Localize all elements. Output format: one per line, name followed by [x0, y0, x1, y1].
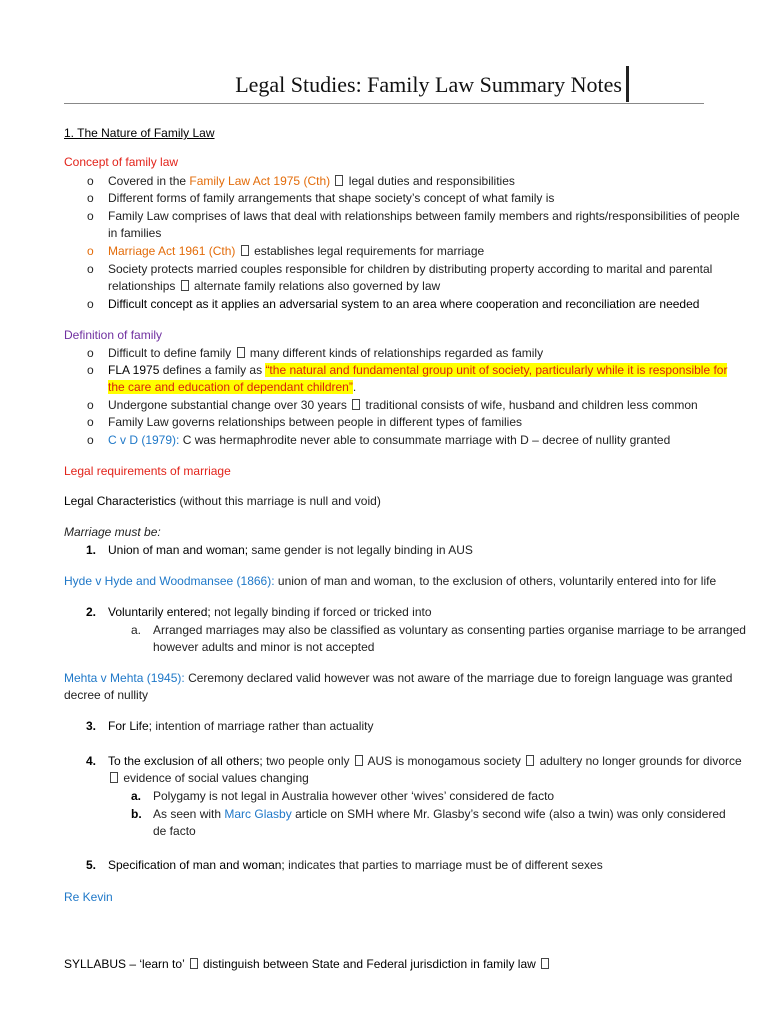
item-number: 2. — [86, 605, 97, 619]
characteristics-note: (without this marriage is null and void) — [176, 494, 381, 508]
item-text: two people only — [262, 754, 353, 768]
arrow-icon — [190, 958, 198, 969]
sub-item-text: article on SMH where Mr. Glasby’s second wife (also a twin) was only considered — [291, 807, 726, 821]
syllabus-line — [64, 957, 551, 971]
item-number: 1. — [86, 543, 97, 557]
item-text: same gender is not legally binding in AUS — [248, 543, 473, 557]
bullet-text: legal duties and responsibilities — [345, 174, 515, 188]
item-number: 5. — [86, 858, 97, 872]
case-line — [64, 671, 732, 685]
sub-item: Polygamy is not legal in Australia however other ‘wives’ considered de facto — [153, 789, 555, 803]
item-label: Voluntarily entered; — [108, 605, 211, 619]
syllabus-text: SYLLABUS – ‘learn to’ — [64, 957, 188, 971]
item-text: intention of marriage rather than actuality — [152, 719, 374, 733]
numbered-item — [108, 605, 432, 619]
act-reference: Marriage Act 1961 (Cth) — [108, 244, 239, 258]
case-text: union of man and woman, to the exclusion of others, voluntarily entered into for life — [274, 574, 717, 588]
bullet-text: many different kinds of relationships regarded as family — [246, 346, 544, 360]
list-item-continuation — [108, 279, 440, 293]
sub-letter: a. — [131, 623, 142, 637]
list-item — [108, 174, 515, 188]
arrow-icon — [335, 175, 343, 186]
bullet-marker: o — [87, 415, 94, 429]
arrow-icon — [355, 755, 363, 766]
bullet-marker: o — [87, 244, 94, 258]
numbered-item — [108, 754, 742, 768]
list-item — [108, 433, 670, 447]
case-line-continuation: decree of nullity — [64, 688, 149, 702]
bullet-text: establishes legal requirements for marriage — [250, 244, 485, 258]
bullet-text: C was hermaphrodite never able to consummate marriage with D – decree of nullity granted — [179, 433, 671, 447]
bullet-marker: o — [87, 209, 94, 223]
list-item-continuation: in families — [108, 226, 162, 240]
bullet-text: . — [352, 380, 357, 394]
section-heading: 1. The Nature of Family Law — [64, 126, 215, 140]
bullet-text: alternate family relations also governed by law — [190, 279, 441, 293]
item-text: not legally binding if forced or tricked into — [210, 605, 432, 619]
bullet-marker: o — [87, 363, 94, 377]
item-label: Union of man and woman; — [108, 543, 249, 557]
sub-item-continuation: however adults and minor is not accepted — [153, 640, 375, 654]
bullet-marker: o — [87, 191, 94, 205]
bullet-marker: o — [87, 346, 94, 360]
case-reference: C v D (1979): — [108, 433, 180, 447]
arrow-icon — [237, 347, 245, 358]
highlighted-quote: “the natural and fundamental group unit of society, particularly while it is responsible for — [265, 363, 728, 377]
list-item — [108, 363, 727, 377]
list-item: Society protects married couples responsible for children by distributing property according to marital and parental — [108, 262, 713, 276]
arrow-icon — [110, 772, 118, 783]
bullet-text: traditional consists of wife, husband and children less common — [362, 398, 698, 412]
list-item — [108, 346, 543, 360]
bullet-marker: o — [87, 174, 94, 188]
list-item: Family Law governs relationships between people in different types of families — [108, 415, 522, 429]
numbered-item — [108, 543, 473, 557]
numbered-item — [108, 719, 373, 733]
bullet-text: defines a family as — [159, 363, 266, 377]
title-vertical-bar — [626, 66, 629, 102]
case-line — [64, 574, 716, 588]
item-text: AUS is monogamous society — [364, 754, 525, 768]
bullet-text: Covered in the — [108, 174, 190, 188]
marriage-must-be: Marriage must be: — [64, 525, 161, 539]
item-number: 3. — [86, 719, 97, 733]
sub-item: Arranged marriages may also be classified as voluntary as consenting parties organise marriage to be arranged — [153, 623, 746, 637]
highlighted-quote: the care and education of dependant children” — [108, 380, 353, 394]
arrow-icon — [541, 958, 549, 969]
case-reference: Mehta v Mehta (1945): — [64, 671, 185, 685]
sub-letter: a. — [131, 789, 142, 803]
bullet-text: relationships — [108, 279, 179, 293]
list-item — [108, 244, 484, 258]
bullet-text: Undergone substantial change over 30 years — [108, 398, 351, 412]
sub-item-continuation: de facto — [153, 824, 196, 838]
bullet-marker: o — [87, 433, 94, 447]
case-heading-re-kevin: Re Kevin — [64, 890, 113, 904]
numbered-item — [108, 858, 603, 872]
arrow-icon — [526, 755, 534, 766]
sub-item-text: As seen with — [153, 807, 225, 821]
title-block — [64, 62, 704, 106]
list-item: Family Law comprises of laws that deal with relationships between family members and rights/responsibilities of people — [108, 209, 740, 223]
definition-heading: Definition of family — [64, 328, 163, 342]
case-reference: Hyde v Hyde and Woodmansee (1866): — [64, 574, 275, 588]
numbered-item-continuation — [108, 771, 309, 785]
bullet-marker: o — [87, 262, 94, 276]
list-item-continuation — [108, 380, 356, 394]
act-reference: FLA 1975 — [108, 363, 160, 377]
item-text: indicates that parties to marriage must be of different sexes — [284, 858, 603, 872]
sub-letter: b. — [131, 807, 142, 821]
item-text: evidence of social values changing — [120, 771, 309, 785]
syllabus-text: distinguish between State and Federal jurisdiction in family law — [199, 957, 540, 971]
bullet-marker: o — [87, 398, 94, 412]
item-label: Specification of man and woman; — [108, 858, 285, 872]
page-title: Legal Studies: Family Law Summary Notes — [235, 72, 622, 97]
item-label: To the exclusion of all others; — [108, 754, 263, 768]
arrow-icon — [352, 399, 360, 410]
title-rule — [64, 103, 704, 104]
list-item — [108, 398, 698, 412]
item-label: For Life; — [108, 719, 153, 733]
arrow-icon — [241, 245, 249, 256]
case-text: Ceremony declared valid however was not aware of the marriage due to foreign language was granted — [184, 671, 733, 685]
person-reference: Marc Glasby — [224, 807, 292, 821]
list-item: Difficult concept as it applies an adversarial system to an area where cooperation and reconciliation are needed — [108, 297, 700, 311]
characteristics-label: Legal Characteristics — [64, 494, 177, 508]
item-number: 4. — [86, 754, 97, 768]
list-item: Different forms of family arrangements that shape society’s concept of what family is — [108, 191, 555, 205]
bullet-text: Difficult to define family — [108, 346, 235, 360]
sub-item — [153, 807, 726, 821]
legal-requirements-heading: Legal requirements of marriage — [64, 464, 231, 478]
legal-characteristics — [64, 494, 381, 508]
item-text: adultery no longer grounds for divorce — [536, 754, 742, 768]
bullet-marker: o — [87, 297, 94, 311]
act-reference: Family Law Act 1975 (Cth) — [189, 174, 334, 188]
concept-heading: Concept of family law — [64, 155, 179, 169]
arrow-icon — [181, 280, 189, 291]
